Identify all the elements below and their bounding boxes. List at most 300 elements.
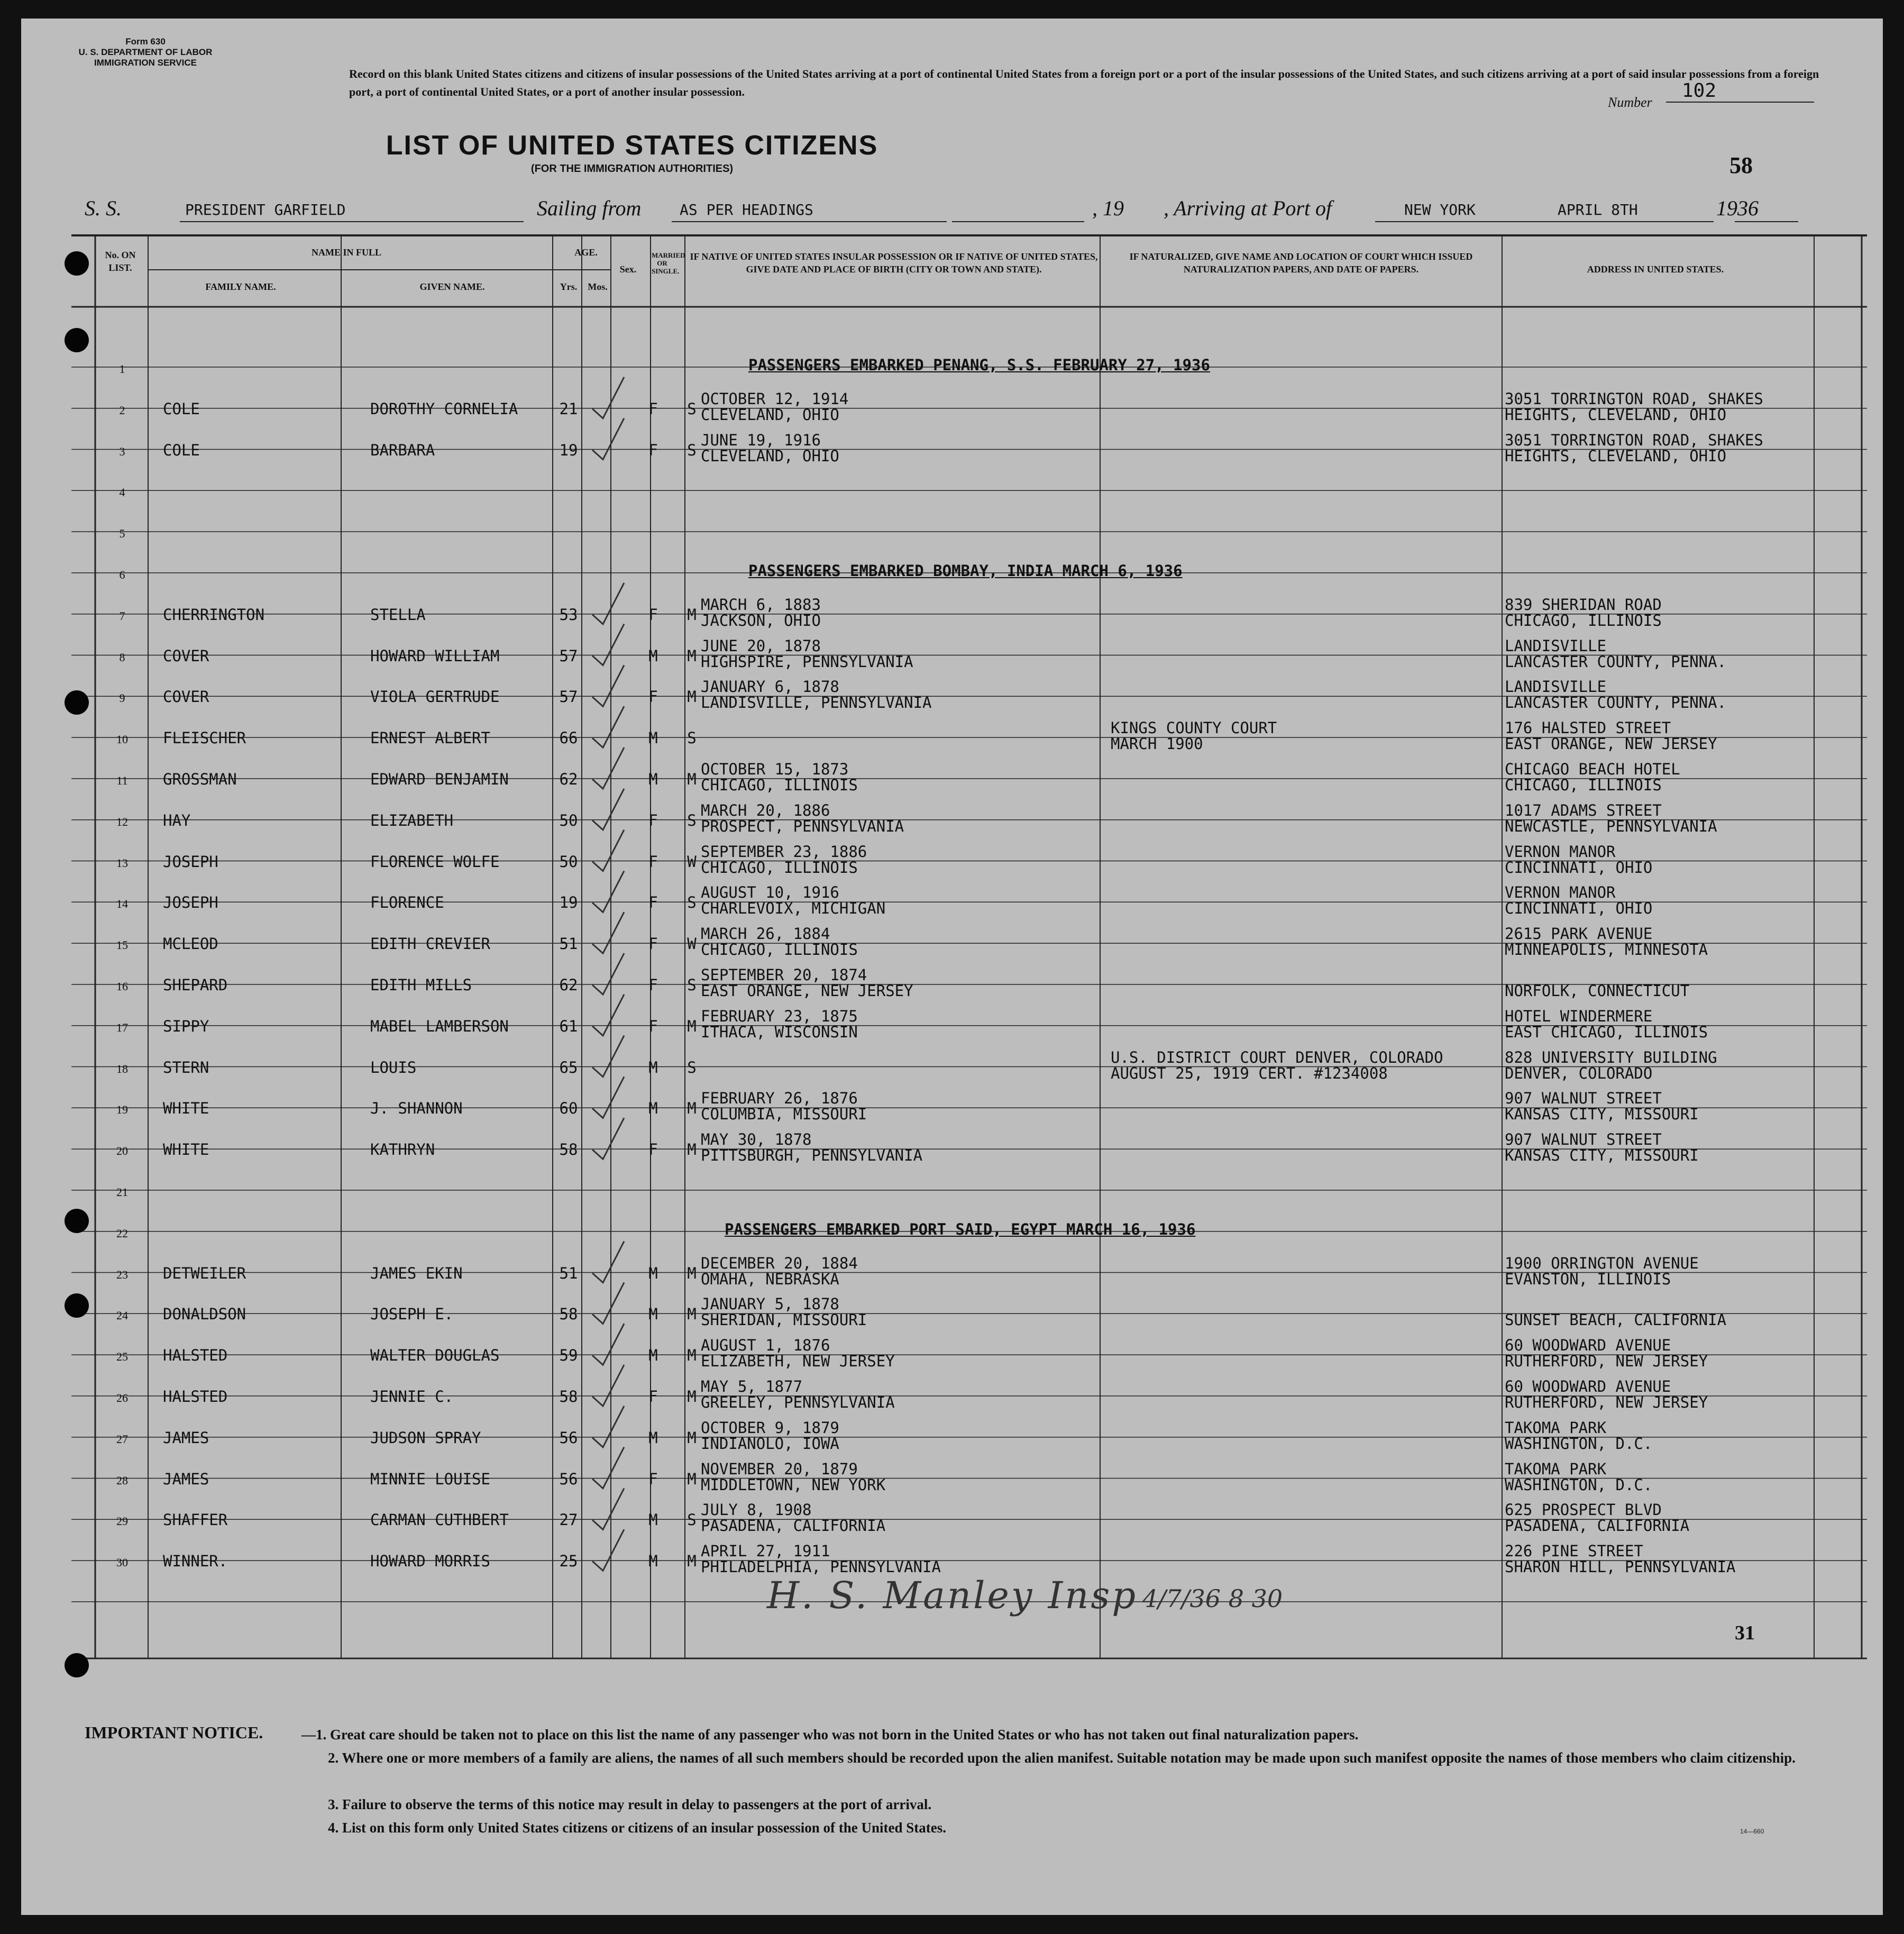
check-mark [592, 995, 624, 1036]
row-number: 7 [119, 609, 125, 623]
given-name: EDITH CREVIER [370, 935, 490, 953]
birth-place: MIDDLETOWN, NEW YORK [701, 1475, 886, 1494]
address-line-2: HEIGHTS, CLEVELAND, OHIO [1505, 446, 1727, 465]
birth-date: JANUARY 6, 1878 [701, 678, 839, 696]
address-line-2: SHARON HILL, PENNSYLVANIA [1505, 1558, 1736, 1576]
age-years: 60 [559, 1099, 578, 1118]
section-heading: PASSENGERS EMBARKED PENANG, S.S. FEBRUARY 27, 1936 [748, 356, 1210, 374]
check-mark [592, 1529, 624, 1571]
row-number: 15 [116, 938, 128, 952]
sex: F [648, 1017, 658, 1035]
birth-date: MAY 30, 1878 [701, 1130, 812, 1149]
address-line-2: CHICAGO, ILLINOIS [1505, 776, 1662, 794]
birth-date: JUNE 19, 1916 [701, 431, 821, 449]
check-mark [592, 1242, 624, 1283]
sheet-count: 31 [1735, 1622, 1755, 1644]
row-number: 23 [116, 1267, 128, 1281]
sex: M [648, 1264, 658, 1282]
address-line-1: VERNON MANOR [1505, 883, 1616, 902]
row-number: 3 [119, 444, 125, 458]
birth-date: MARCH 20, 1886 [701, 801, 830, 819]
check-mark [592, 377, 624, 418]
sex: F [648, 1388, 658, 1406]
service-name: IMMIGRATION SERVICE [94, 58, 197, 68]
address-line-2: CINCINNATI, OHIO [1505, 858, 1653, 877]
family-name: COVER [163, 688, 209, 706]
birth-place: OMAHA, NEBRASKA [701, 1270, 839, 1288]
department-name: U. S. DEPARTMENT OF LABOR [78, 47, 213, 57]
check-mark [592, 1488, 624, 1529]
address-line-1: 625 PROSPECT BLVD [1505, 1501, 1662, 1519]
row-number: 27 [116, 1432, 128, 1446]
marital-status: M [687, 1305, 697, 1324]
birth-place: PITTSBURGH, PENNSYLVANIA [701, 1146, 923, 1165]
birth-place: CHICAGO, ILLINOIS [701, 776, 858, 794]
address-line-2: LANCASTER COUNTY, PENNA. [1505, 694, 1727, 712]
header-yrs: Yrs. [560, 281, 578, 292]
header-naturalized: IF NATURALIZED, GIVE NAME AND LOCATION OF COURT WHICH ISSUED NATURALIZATION PAPERS, AND DATE OF PAPERS. [1129, 251, 1473, 275]
row-number: 13 [116, 856, 128, 870]
age-years: 62 [559, 770, 578, 788]
family-name: FLEISCHER [163, 729, 246, 747]
birth-date: MARCH 6, 1883 [701, 595, 821, 614]
given-name: JOSEPH E. [370, 1305, 454, 1324]
given-name: EDITH MILLS [370, 976, 472, 994]
sailing-from: AS PER HEADINGS [680, 201, 813, 218]
family-name: HALSTED [163, 1346, 228, 1365]
marital-status: S [687, 399, 697, 418]
notice-title: IMPORTANT NOTICE. [85, 1723, 263, 1742]
address-line-2: KANSAS CITY, MISSOURI [1505, 1105, 1699, 1124]
given-name: CARMAN CUTHBERT [370, 1511, 509, 1529]
marital-status: S [687, 893, 697, 912]
check-mark [592, 830, 624, 871]
given-name: ERNEST ALBERT [370, 729, 490, 747]
given-name: JAMES EKIN [370, 1264, 463, 1282]
check-mark [592, 665, 624, 706]
marital-status: S [687, 1511, 697, 1529]
check-mark [592, 1365, 624, 1406]
sex: M [648, 770, 658, 788]
address-line-1: VERNON MANOR [1505, 842, 1616, 861]
row-number: 20 [116, 1144, 128, 1158]
address-line-1: 3051 TORRINGTON ROAD, SHAKES [1505, 431, 1763, 449]
check-mark [592, 624, 624, 665]
row-number: 29 [116, 1515, 128, 1528]
marital-status: S [687, 729, 697, 747]
age-years: 58 [559, 1388, 578, 1406]
ss-label: S. S. [85, 196, 122, 220]
check-mark [592, 706, 624, 747]
row-number: 19 [116, 1103, 128, 1117]
header-sex: Sex. [619, 264, 637, 275]
family-name: JOSEPH [163, 852, 218, 871]
address-line-2: EVANSTON, ILLINOIS [1505, 1270, 1671, 1288]
address-line-1: HOTEL WINDERMERE [1505, 1007, 1653, 1025]
check-mark [592, 418, 624, 460]
check-mark [592, 1406, 624, 1447]
sex: M [648, 646, 658, 665]
birth-date: APRIL 27, 1911 [701, 1542, 830, 1561]
birth-date: AUGUST 10, 1916 [701, 883, 839, 902]
family-name: COLE [163, 441, 200, 459]
family-name: WINNER. [163, 1552, 228, 1571]
address-line-2: EAST ORANGE, NEW JERSEY [1505, 735, 1717, 753]
table-grid [21, 19, 1883, 1915]
birth-place: CLEVELAND, OHIO [701, 446, 839, 465]
sex: F [648, 1141, 658, 1159]
age-years: 57 [559, 688, 578, 706]
family-name: WHITE [163, 1141, 209, 1159]
notice-2: 2. Where one or more members of a family are aliens, the names of all such members should be recorded upon the alien manifest. Suitable notation may be made upon such manifest opposite the names of those members who claim citizenship. [328, 1750, 1796, 1766]
row-number: 1 [119, 362, 125, 376]
notice-4: 4. List on this form only United States citizens or citizens of an insular possession of the United States. [328, 1820, 947, 1836]
family-name: HALSTED [163, 1388, 228, 1406]
sex: M [648, 1511, 658, 1529]
arrival-year: 1936 [1716, 196, 1759, 220]
check-mark [592, 912, 624, 953]
birth-place: COLUMBIA, MISSOURI [701, 1105, 867, 1124]
birth-date: OCTOBER 12, 1914 [701, 389, 849, 408]
sex: M [648, 1552, 658, 1571]
row-number: 9 [119, 691, 125, 705]
given-name: EDWARD BENJAMIN [370, 770, 509, 788]
address-line-1: CHICAGO BEACH HOTEL [1505, 760, 1680, 778]
naturalization-court: KINGS COUNTY COURT [1111, 719, 1277, 737]
address-line-2: HEIGHTS, CLEVELAND, OHIO [1505, 405, 1727, 424]
address-line-2: WASHINGTON, D.C. [1505, 1434, 1653, 1453]
sex: M [648, 1346, 658, 1365]
address-line-1: LANDISVILLE [1505, 678, 1607, 696]
check-mark [592, 871, 624, 912]
family-name: COLE [163, 399, 200, 418]
address-line-1: 828 UNIVERSITY BUILDING [1505, 1048, 1717, 1066]
row-number: 22 [116, 1226, 128, 1240]
print-code: 14—660 [1740, 1828, 1764, 1835]
intro-text: Record on this blank United States citizens and citizens of insular possessions of the United States arriving at a port of continental United States from a foreign port or a port of the insular possessions of the United States, and such citizens arriving at a port of said insular possessions from a foreign port, a port of continental United States, or a port of another insular possession. [349, 67, 1819, 98]
row-number: 25 [116, 1350, 128, 1364]
notice-3: 3. Failure to observe the terms of this notice may result in delay to passengers at the port of arrival. [328, 1796, 932, 1812]
address-line-2: CHICAGO, ILLINOIS [1505, 611, 1662, 630]
given-name: HOWARD MORRIS [370, 1552, 490, 1571]
marital-status: W [687, 935, 697, 953]
age-years: 56 [559, 1428, 578, 1447]
marital-status: M [687, 1552, 697, 1571]
birth-place: LANDISVILLE, PENNSYLVANIA [701, 694, 932, 712]
row-number: 24 [116, 1309, 128, 1322]
family-name: HAY [163, 811, 191, 829]
address-line-1: LANDISVILLE [1505, 636, 1607, 655]
birth-date: JUNE 20, 1878 [701, 636, 821, 655]
birth-date: OCTOBER 9, 1879 [701, 1418, 839, 1437]
birth-place: HIGHSPIRE, PENNSYLVANIA [701, 652, 913, 671]
given-name: JUDSON SPRAY [370, 1428, 481, 1447]
age-years: 59 [559, 1346, 578, 1365]
check-mark [592, 1282, 624, 1324]
sex: F [648, 976, 658, 994]
marital-status: M [687, 1470, 697, 1488]
given-name: LOUIS [370, 1058, 417, 1077]
address-line-1: 839 SHERIDAN ROAD [1505, 595, 1662, 614]
birth-date: MARCH 26, 1884 [701, 925, 830, 943]
birth-place: EAST ORANGE, NEW JERSEY [701, 982, 913, 1000]
header-given-name: GIVEN NAME. [419, 281, 485, 292]
row-number: 16 [116, 980, 128, 993]
arrival-port: NEW YORK [1404, 201, 1476, 218]
given-name: KATHRYN [370, 1141, 435, 1159]
address-line-2: MINNEAPOLIS, MINNESOTA [1505, 941, 1708, 959]
birth-place: CHICAGO, ILLINOIS [701, 858, 858, 877]
birth-place: PROSPECT, PENNSYLVANIA [701, 817, 904, 835]
age-years: 21 [559, 399, 578, 418]
marital-status: M [687, 1388, 697, 1406]
address-line-1: 60 WOODWARD AVENUE [1505, 1336, 1671, 1355]
address-line-2: NEWCASTLE, PENNSYLVANIA [1505, 817, 1717, 835]
family-name: GROSSMAN [163, 770, 237, 788]
row-number: 4 [119, 486, 125, 499]
page-number: 58 [1729, 152, 1753, 178]
given-name: DOROTHY CORNELIA [370, 399, 518, 418]
birth-place: INDIANOLO, IOWA [701, 1434, 839, 1453]
notice-1: —1. Great care should be taken not to place on this list the name of any passenger who was not born in the United States or who has not taken out final naturalization papers. [301, 1727, 1359, 1743]
check-mark [592, 1324, 624, 1365]
check-mark [592, 583, 624, 624]
address-line-2: NORFOLK, CONNECTICUT [1505, 982, 1690, 1000]
row-number: 28 [116, 1473, 128, 1487]
birth-place: CHICAGO, ILLINOIS [701, 941, 858, 959]
marital-status: M [687, 770, 697, 788]
given-name: HOWARD WILLIAM [370, 646, 500, 665]
row-number: 14 [116, 897, 128, 911]
age-years: 58 [559, 1141, 578, 1159]
address-line-2: DENVER, COLORADO [1505, 1064, 1653, 1082]
address-line-1: 907 WALNUT STREET [1505, 1130, 1662, 1149]
year-label: , 19 [1092, 196, 1124, 220]
address-line-1: 3051 TORRINGTON ROAD, SHAKES [1505, 389, 1763, 408]
row-number: 11 [116, 774, 128, 787]
header-family-name: FAMILY NAME. [205, 281, 276, 292]
address-line-2: KANSAS CITY, MISSOURI [1505, 1146, 1699, 1165]
sex: M [648, 1428, 658, 1447]
number-value: 102 [1666, 80, 1814, 103]
sex: F [648, 605, 658, 624]
age-years: 51 [559, 1264, 578, 1282]
family-name: STERN [163, 1058, 209, 1077]
birth-place: SHERIDAN, MISSOURI [701, 1311, 867, 1329]
given-name: ELIZABETH [370, 811, 454, 829]
naturalization-date: MARCH 1900 [1111, 735, 1203, 753]
birth-place: ITHACA, WISCONSIN [701, 1023, 858, 1041]
number-label: Number [1608, 95, 1652, 110]
address-line-1: 60 WOODWARD AVENUE [1505, 1377, 1671, 1395]
check-mark [592, 953, 624, 995]
birth-date: DECEMBER 20, 1884 [701, 1254, 858, 1272]
age-years: 53 [559, 605, 578, 624]
age-years: 65 [559, 1058, 578, 1077]
row-number: 6 [119, 568, 125, 581]
sex: F [648, 935, 658, 953]
header-no: No. ON LIST. [105, 250, 136, 273]
sex: F [648, 1470, 658, 1488]
row-number: 8 [119, 650, 125, 664]
age-years: 51 [559, 935, 578, 953]
given-name: WALTER DOUGLAS [370, 1346, 500, 1365]
address-line-1: 226 PINE STREET [1505, 1542, 1643, 1561]
age-years: 50 [559, 852, 578, 871]
birth-date: JANUARY 5, 1878 [701, 1295, 839, 1313]
binder-hole [65, 1653, 89, 1677]
birth-place: JACKSON, OHIO [701, 611, 821, 630]
header-name-in-full: NAME IN FULL [311, 247, 381, 258]
ship-name: PRESIDENT GARFIELD [185, 201, 346, 218]
address-line-2: LANCASTER COUNTY, PENNA. [1505, 652, 1727, 671]
marital-status: M [687, 688, 697, 706]
birth-date: NOVEMBER 20, 1879 [701, 1459, 858, 1478]
address-line-1: TAKOMA PARK [1505, 1459, 1607, 1478]
binder-hole [65, 328, 89, 352]
binder-hole [65, 690, 89, 715]
given-name: MABEL LAMBERSON [370, 1017, 509, 1035]
header-mos: Mos. [588, 281, 608, 292]
marital-status: M [687, 605, 697, 624]
family-name: CHERRINGTON [163, 605, 265, 624]
given-name: BARBARA [370, 441, 435, 459]
family-name: COVER [163, 646, 209, 665]
check-mark [592, 1447, 624, 1489]
family-name: MCLEOD [163, 935, 218, 953]
row-number: 5 [119, 527, 125, 541]
arriving-label: , Arriving at Port of [1164, 196, 1332, 220]
binder-hole [65, 1293, 89, 1318]
row-number: 2 [119, 403, 125, 417]
birth-date: FEBRUARY 26, 1876 [701, 1089, 858, 1108]
age-years: 19 [559, 441, 578, 459]
given-name: FLORENCE [370, 893, 444, 912]
age-years: 66 [559, 729, 578, 747]
marital-status: M [687, 1428, 697, 1447]
sailing-label: Sailing from [537, 196, 642, 220]
check-mark [592, 789, 624, 830]
row-number: 10 [116, 733, 128, 746]
given-name: STELLA [370, 605, 426, 624]
marital-status: S [687, 1058, 697, 1077]
birth-date: SEPTEMBER 20, 1874 [701, 966, 867, 984]
header-married: MARRIED OR SINGLE. [652, 251, 685, 275]
birth-place: CLEVELAND, OHIO [701, 405, 839, 424]
address-line-2: RUTHERFORD, NEW JERSEY [1505, 1393, 1708, 1411]
age-years: 62 [559, 976, 578, 994]
age-years: 58 [559, 1305, 578, 1324]
birth-date: MAY 5, 1877 [701, 1377, 803, 1395]
address-line-1: 2615 PARK AVENUE [1505, 925, 1653, 943]
sex: M [648, 1305, 658, 1324]
row-number: 18 [116, 1062, 128, 1075]
birth-place: ELIZABETH, NEW JERSEY [701, 1352, 895, 1371]
signature-date: 4/7/36 8 30 [1142, 1584, 1283, 1613]
row-number: 17 [116, 1020, 128, 1034]
birth-date: SEPTEMBER 23, 1886 [701, 842, 867, 861]
sex: F [648, 893, 658, 912]
marital-status: S [687, 976, 697, 994]
naturalization-court: U.S. DISTRICT COURT DENVER, COLORADO [1111, 1048, 1443, 1066]
family-name: DONALDSON [163, 1305, 246, 1324]
header-native: IF NATIVE OF UNITED STATES INSULAR POSSESSION OR IF NATIVE OF UNITED STATES, GIVE DATE AND PLACE OF BIRTH (CITY OR TOWN AND STATE). [690, 251, 1098, 275]
birth-place: CHARLEVOIX, MICHIGAN [701, 899, 886, 918]
sex: F [648, 688, 658, 706]
binder-hole [65, 1209, 89, 1233]
age-years: 56 [559, 1470, 578, 1488]
inspector-signature: H. S. Manley Insp [767, 1574, 1138, 1617]
form-number: Form 630 [125, 37, 166, 47]
check-mark [592, 1077, 624, 1118]
sex: M [648, 729, 658, 747]
family-name: SIPPY [163, 1017, 209, 1035]
family-name: WHITE [163, 1099, 209, 1118]
page-subtitle: (FOR THE IMMIGRATION AUTHORITIES) [530, 163, 734, 175]
arrival-date: APRIL 8TH [1558, 201, 1638, 218]
family-name: SHEPARD [163, 976, 228, 994]
birth-date: OCTOBER 15, 1873 [701, 760, 849, 778]
marital-status: M [687, 646, 697, 665]
binder-hole [65, 251, 89, 276]
address-line-1: 176 HALSTED STREET [1505, 719, 1671, 737]
birth-date: AUGUST 1, 1876 [701, 1336, 830, 1355]
section-heading: PASSENGERS EMBARKED BOMBAY, INDIA MARCH 6, 1936 [748, 562, 1183, 580]
marital-status: M [687, 1099, 697, 1118]
family-name: JAMES [163, 1470, 209, 1488]
address-line-2: EAST CHICAGO, ILLINOIS [1505, 1023, 1708, 1041]
marital-status: S [687, 441, 697, 459]
row-number: 21 [116, 1185, 128, 1199]
birth-place: GREELEY, PENNSYLVANIA [701, 1393, 895, 1411]
age-years: 25 [559, 1552, 578, 1571]
check-mark [592, 747, 624, 789]
header-address: ADDRESS IN UNITED STATES. [1587, 264, 1724, 275]
row-number: 30 [116, 1556, 128, 1570]
age-years: 50 [559, 811, 578, 829]
family-name: SHAFFER [163, 1511, 228, 1529]
family-name: JOSEPH [163, 893, 218, 912]
sex: F [648, 852, 658, 871]
address-line-2: WASHINGTON, D.C. [1505, 1475, 1653, 1494]
age-years: 19 [559, 893, 578, 912]
given-name: J. SHANNON [370, 1099, 463, 1118]
marital-status: M [687, 1346, 697, 1365]
given-name: MINNIE LOUISE [370, 1470, 490, 1488]
address-line-2: CINCINNATI, OHIO [1505, 899, 1653, 918]
sex: F [648, 441, 658, 459]
age-years: 27 [559, 1511, 578, 1529]
address-line-2: PASADENA, CALIFORNIA [1505, 1517, 1690, 1535]
naturalization-date: AUGUST 25, 1919 CERT. #1234008 [1111, 1064, 1388, 1082]
check-mark [592, 1036, 624, 1077]
address-line-1: 1017 ADAMS STREET [1505, 801, 1662, 819]
sex: F [648, 399, 658, 418]
row-number: 12 [116, 815, 128, 828]
address-line-2: RUTHERFORD, NEW JERSEY [1505, 1352, 1708, 1371]
sex: M [648, 1099, 658, 1118]
page-title: LIST OF UNITED STATES CITIZENS [386, 130, 878, 161]
row-number: 26 [116, 1391, 128, 1404]
address-line-1: TAKOMA PARK [1505, 1418, 1607, 1437]
marital-status: M [687, 1141, 697, 1159]
section-heading: PASSENGERS EMBARKED PORT SAID, EGYPT MARCH 16, 1936 [725, 1220, 1196, 1238]
age-years: 57 [559, 646, 578, 665]
given-name: FLORENCE WOLFE [370, 852, 500, 871]
birth-date: FEBRUARY 23, 1875 [701, 1007, 858, 1025]
birth-place: PASADENA, CALIFORNIA [701, 1517, 886, 1535]
marital-status: S [687, 811, 697, 829]
